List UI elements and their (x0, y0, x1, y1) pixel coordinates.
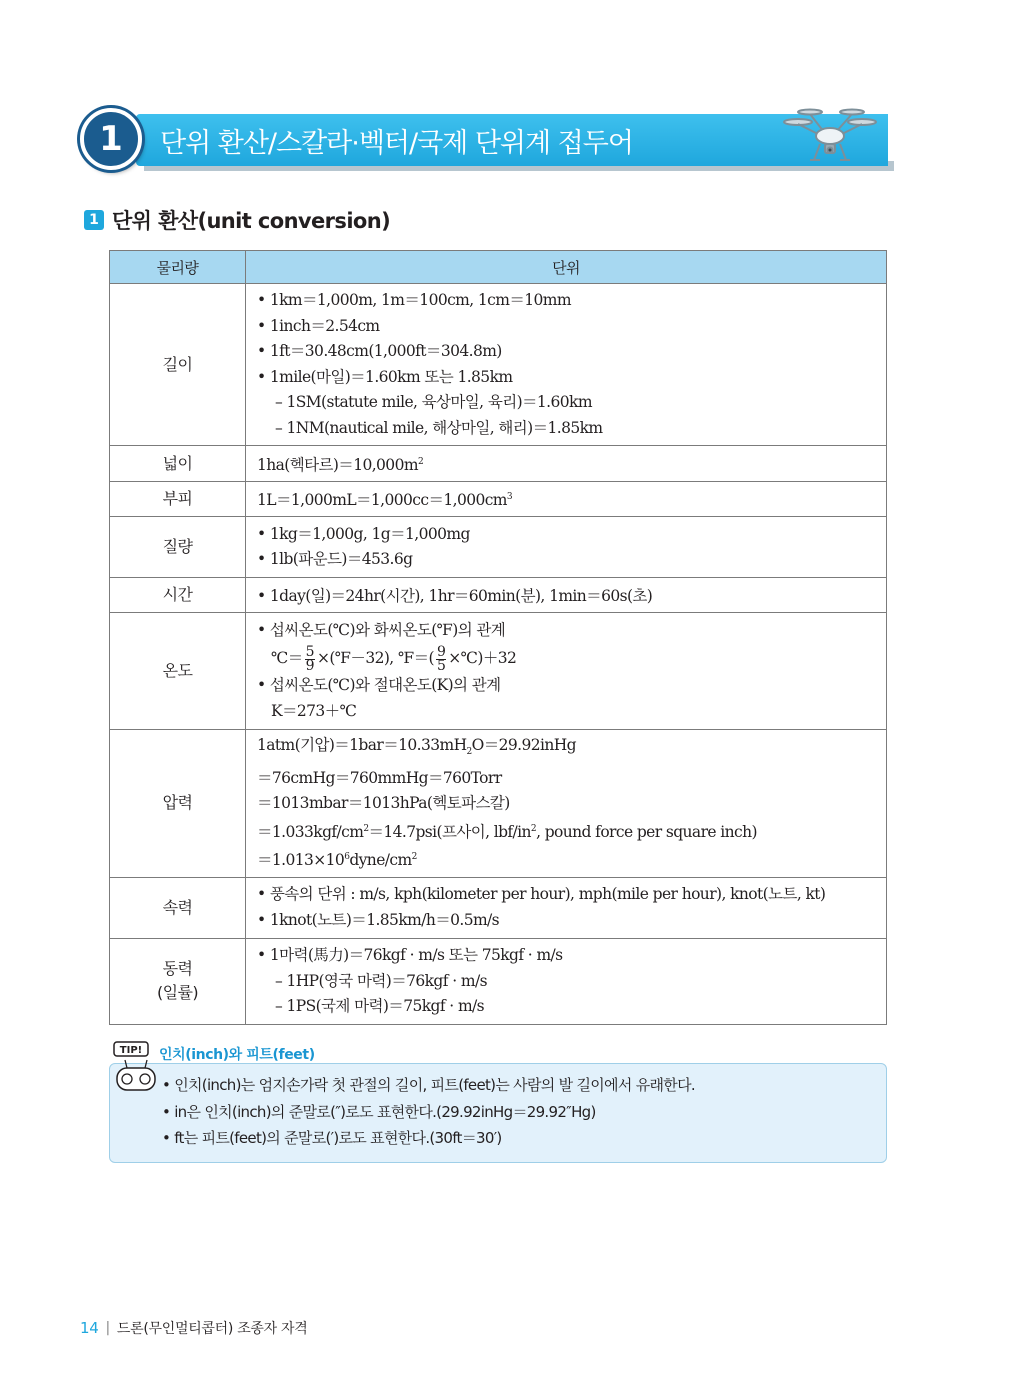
formula-post: ×℃)＋32 (448, 649, 517, 668)
formula-mid: ×(℉－32), ℉＝( (316, 649, 434, 668)
quantity-area: 넓이 (110, 446, 246, 482)
denominator: 5 (436, 657, 446, 674)
quantity-power (110, 938, 246, 1024)
units-mass (246, 517, 887, 578)
tip-controller-icon (112, 1040, 158, 1098)
header-unit: 단위 (246, 251, 887, 284)
fraction-5-9 (305, 643, 315, 674)
temp-relation-1: • 섭씨온도(℃)와 화씨온도(℉)의 관계 (257, 620, 506, 639)
superscript: 2 (411, 852, 417, 863)
pressure-line: ＝1013mbar＝1013hPa(헥토파스칼) (257, 794, 510, 813)
superscript: 2 (530, 823, 537, 834)
table-row (110, 482, 887, 517)
section-number: 1 (84, 210, 104, 230)
chapter-number: 1 (80, 108, 142, 170)
volume-text: 1L＝1,000mL＝1,000cc＝1,000cm (257, 491, 507, 509)
list-item: • 인치(inch)는 엄지손가락 첫 관절의 길이, 피트(feet)는 사람의 발 길이에서 유래한다. (162, 1076, 695, 1094)
units-volume (246, 482, 887, 517)
units-temperature (246, 613, 887, 730)
units-time: • 1day(일)＝24hr(시간), 1hr＝60min(분), 1min＝60s(초) (246, 578, 887, 613)
table-row (110, 517, 887, 578)
book-title: 드론(무인멀티콥터) 조종자 자격 (116, 1321, 308, 1337)
table-row (110, 578, 887, 613)
list-item: • 1kg＝1,000g, 1g＝1,000mg (257, 524, 470, 543)
list-item: • 풍속의 단위 : m/s, kph(kilometer per hour), mph(mile per hour), knot(노트, kt) (257, 885, 826, 904)
drone-icon (780, 104, 880, 174)
temp-kelvin: K＝273＋℃ (271, 701, 357, 720)
fraction-9-5 (436, 643, 446, 674)
list-item: – 1SM(statute mile, 육상마일, 육리)＝1.60km (275, 393, 592, 411)
text: 1atm(기압)＝1bar＝10.33mH (257, 736, 467, 754)
tip-content (162, 1072, 695, 1152)
list-item: • ft는 피트(feet)의 준말로(′)로도 표현한다.(30ft＝30′) (162, 1129, 502, 1147)
list-item: • in은 인치(inch)의 준말로(″)로도 표현한다.(29.92inHg＝29.92″Hg) (162, 1102, 596, 1121)
list-item: • 1knot(노트)＝1.85km/h＝0.5m/s (257, 910, 500, 929)
table-row (110, 446, 887, 482)
list-item: • 1ft＝30.48cm(1,000ft＝304.8m) (257, 342, 502, 360)
chapter-title: 단위 환산/스칼라·벡터/국제 단위계 접두어 (160, 128, 633, 159)
section-title: 단위 환산(unit conversion) (112, 209, 391, 233)
subscript: 2 (466, 747, 472, 758)
numerator: 5 (305, 643, 314, 660)
list-item: • 1mile(마일)＝1.60km 또는 1.85km (257, 367, 513, 386)
text: dyne/cm (349, 851, 412, 870)
units-speed (246, 877, 887, 938)
tip-badge: TIP! (119, 1045, 143, 1056)
table-row (110, 730, 887, 878)
page-footer (80, 1318, 307, 1338)
pressure-line (257, 733, 876, 766)
list-item: • 1lb(파운드)＝453.6g (257, 550, 413, 568)
table-row (110, 877, 887, 938)
quantity-pressure: 압력 (110, 730, 246, 878)
table-header-row (110, 251, 887, 284)
list-item: – 1PS(국제 마력)＝75kgf · m/s (275, 997, 485, 1016)
pressure-line (257, 817, 876, 846)
volume-sup: 3 (506, 491, 513, 502)
formula-pre: ℃＝ (271, 649, 303, 668)
list-item: • 1inch＝2.54cm (257, 316, 380, 335)
page-number: 14 (80, 1319, 99, 1337)
text: O＝29.92inHg (471, 736, 577, 754)
units-area (246, 446, 887, 482)
table-row (110, 284, 887, 446)
temp-relation-2: • 섭씨온도(℃)와 절대온도(K)의 관계 (257, 676, 501, 695)
units-pressure (246, 730, 887, 878)
numerator: 9 (436, 643, 446, 660)
text: ＝1.033kgf/cm (257, 822, 364, 841)
superscript: 6 (344, 852, 350, 863)
quantity-temperature: 온도 (110, 613, 246, 730)
superscript: 2 (363, 823, 369, 834)
text: ＝14.7psi(프사이, lbf/in (368, 822, 531, 841)
text: ＝1.013×10 (257, 851, 345, 870)
pressure-line (257, 845, 876, 874)
unit-conversion-table (109, 250, 887, 1025)
list-item: • 1마력(馬力)＝76kgf · m/s 또는 75kgf · m/s (257, 946, 563, 965)
list-item: • 1km＝1,000m, 1m＝100cm, 1cm＝10mm (257, 291, 571, 309)
temp-formula (257, 643, 876, 673)
tip-title: 인치(inch)와 피트(feet) (159, 1047, 315, 1063)
quantity-length: 길이 (110, 284, 246, 446)
units-power (246, 938, 887, 1024)
power-sublabel: (일률) (157, 983, 198, 1003)
table-row (110, 938, 887, 1024)
denominator: 9 (305, 657, 314, 674)
area-text: 1ha(헥타르)＝10,000m (257, 455, 418, 474)
table-row (110, 613, 887, 730)
area-sup: 2 (417, 456, 424, 467)
list-item: – 1NM(nautical mile, 해상마일, 해리)＝1.85km (275, 418, 603, 437)
list-item: – 1HP(영국 마력)＝76kgf · m/s (275, 971, 487, 990)
power-label: 동력 (162, 959, 193, 979)
header-quantity: 물리량 (110, 251, 246, 284)
quantity-speed: 속력 (110, 877, 246, 938)
text: , pound force per square inch) (536, 822, 757, 841)
quantity-mass: 질량 (110, 517, 246, 578)
pressure-line: ＝76cmHg＝760mmHg＝760Torr (257, 768, 502, 787)
units-length (246, 284, 887, 446)
chapter-header (80, 108, 900, 174)
footer-separator: | (105, 1320, 110, 1336)
quantity-time: 시간 (110, 578, 246, 613)
section-heading (84, 205, 390, 235)
quantity-volume: 부피 (110, 482, 246, 517)
